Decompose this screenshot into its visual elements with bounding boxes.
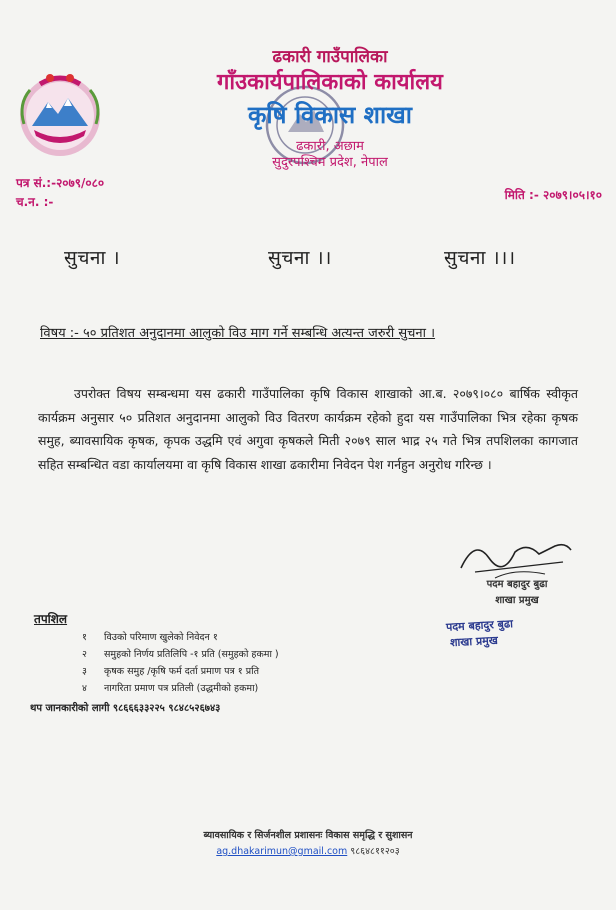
list-item [82, 630, 218, 643]
municipality-name: ढकारी गाउँपालिका [272, 47, 388, 67]
signatory-post: शाखा प्रमुख [495, 595, 539, 606]
dispatch-number: च.न. :- [16, 195, 54, 209]
signatory-name: पदम बहादुर बुढा [486, 579, 548, 590]
branch-name: कृषि विकास शाखा [247, 101, 413, 129]
list-item-text: कृषक समुह /कृषि फर्म दर्ता प्रमाण पत्र १ प्रति [104, 666, 260, 677]
list-item-text: समुहको निर्णय प्रतिलिपि -१ प्रति (समुहको हकमा ) [104, 649, 279, 660]
list-item-number: २ [82, 649, 87, 660]
subject-line: विषय :- ५० प्रतिशत अनुदानमा आलुको विउ माग गर्ने सम्बन्धि अत्यन्त जरुरी सुचना । [40, 326, 436, 341]
notice-heading-3: सुचना ।।। [444, 247, 516, 269]
notice-heading-1: सुचना । [64, 247, 121, 269]
office-name: गाँउकार्यपालिकाको कार्यालय [217, 70, 443, 95]
letter-date: मिति :- २०७९।०५।१० [504, 188, 602, 202]
stamp-signatory-name: पदम बहादुर बुढा [445, 617, 514, 634]
footer-slogan: ब्यावसायिक र सिर्जनशील प्रशासनः विकास समृद्धि र सुशासन [203, 830, 413, 841]
province-country: सुदुरपश्चिम प्रदेश, नेपाल [272, 155, 388, 170]
body-paragraph: उपरोक्त विषय सम्बन्धमा यस ढकारी गाउँपालिका कृषि विकास शाखाको आ.ब. २०७९।०८० बार्षिक स्वीकृत कार्यक्रम अनुसार ५० प्रतिशत अनुदानमा आलुको विउ वितरण कार्यक्रम रहेको हुदा यस गाउँपालिका भित्र रहेका कृषक समुह, ब्यावसायिक कृषक, कृपक उद्धमि एवं अगुवा कृषकले मिती २०७९ साल भाद्र २५ गते भित्र तपशिलका कागजात सहित सम्बन्धित वडा कार्यालयमा वा कृषि विकास शाखा ढकारीमा निवेदन पेश गर्नहुन अनुरोध गरिन्छ । [38, 386, 578, 472]
list-item-number: ४ [82, 683, 87, 694]
nepal-emblem-icon [10, 64, 110, 164]
list-item [82, 647, 279, 660]
list-item-text: विउको परिमाण खुलेको निवेदन १ [104, 632, 218, 643]
footer-email-link[interactable]: ag.dhakarimun@gmail.com [216, 846, 348, 857]
attachment-list-title: तपशिल [34, 612, 68, 626]
list-item [82, 664, 259, 677]
letter-number: पत्र सं.:-२०७९/०८० [16, 176, 105, 190]
list-item [82, 681, 258, 694]
list-item-number: ३ [82, 666, 87, 677]
list-item-number: १ [82, 632, 87, 643]
list-item-text: नागरिता प्रमाण पत्र प्रतिली (उद्धमीको हकमा) [104, 683, 259, 694]
footer-contact [0, 844, 616, 857]
stamp-signatory-post: शाखा प्रमुख [449, 633, 499, 650]
office-address: ढकारी, अछाम [296, 139, 364, 154]
contact-numbers: थप जानकारीको लागी ९८६६६३३२२५ ९८४८५२६७४३ [30, 703, 221, 714]
footer-phone: ९८६४८११२०३ [350, 846, 400, 857]
notice-heading-2: सुचना ।। [268, 247, 332, 269]
